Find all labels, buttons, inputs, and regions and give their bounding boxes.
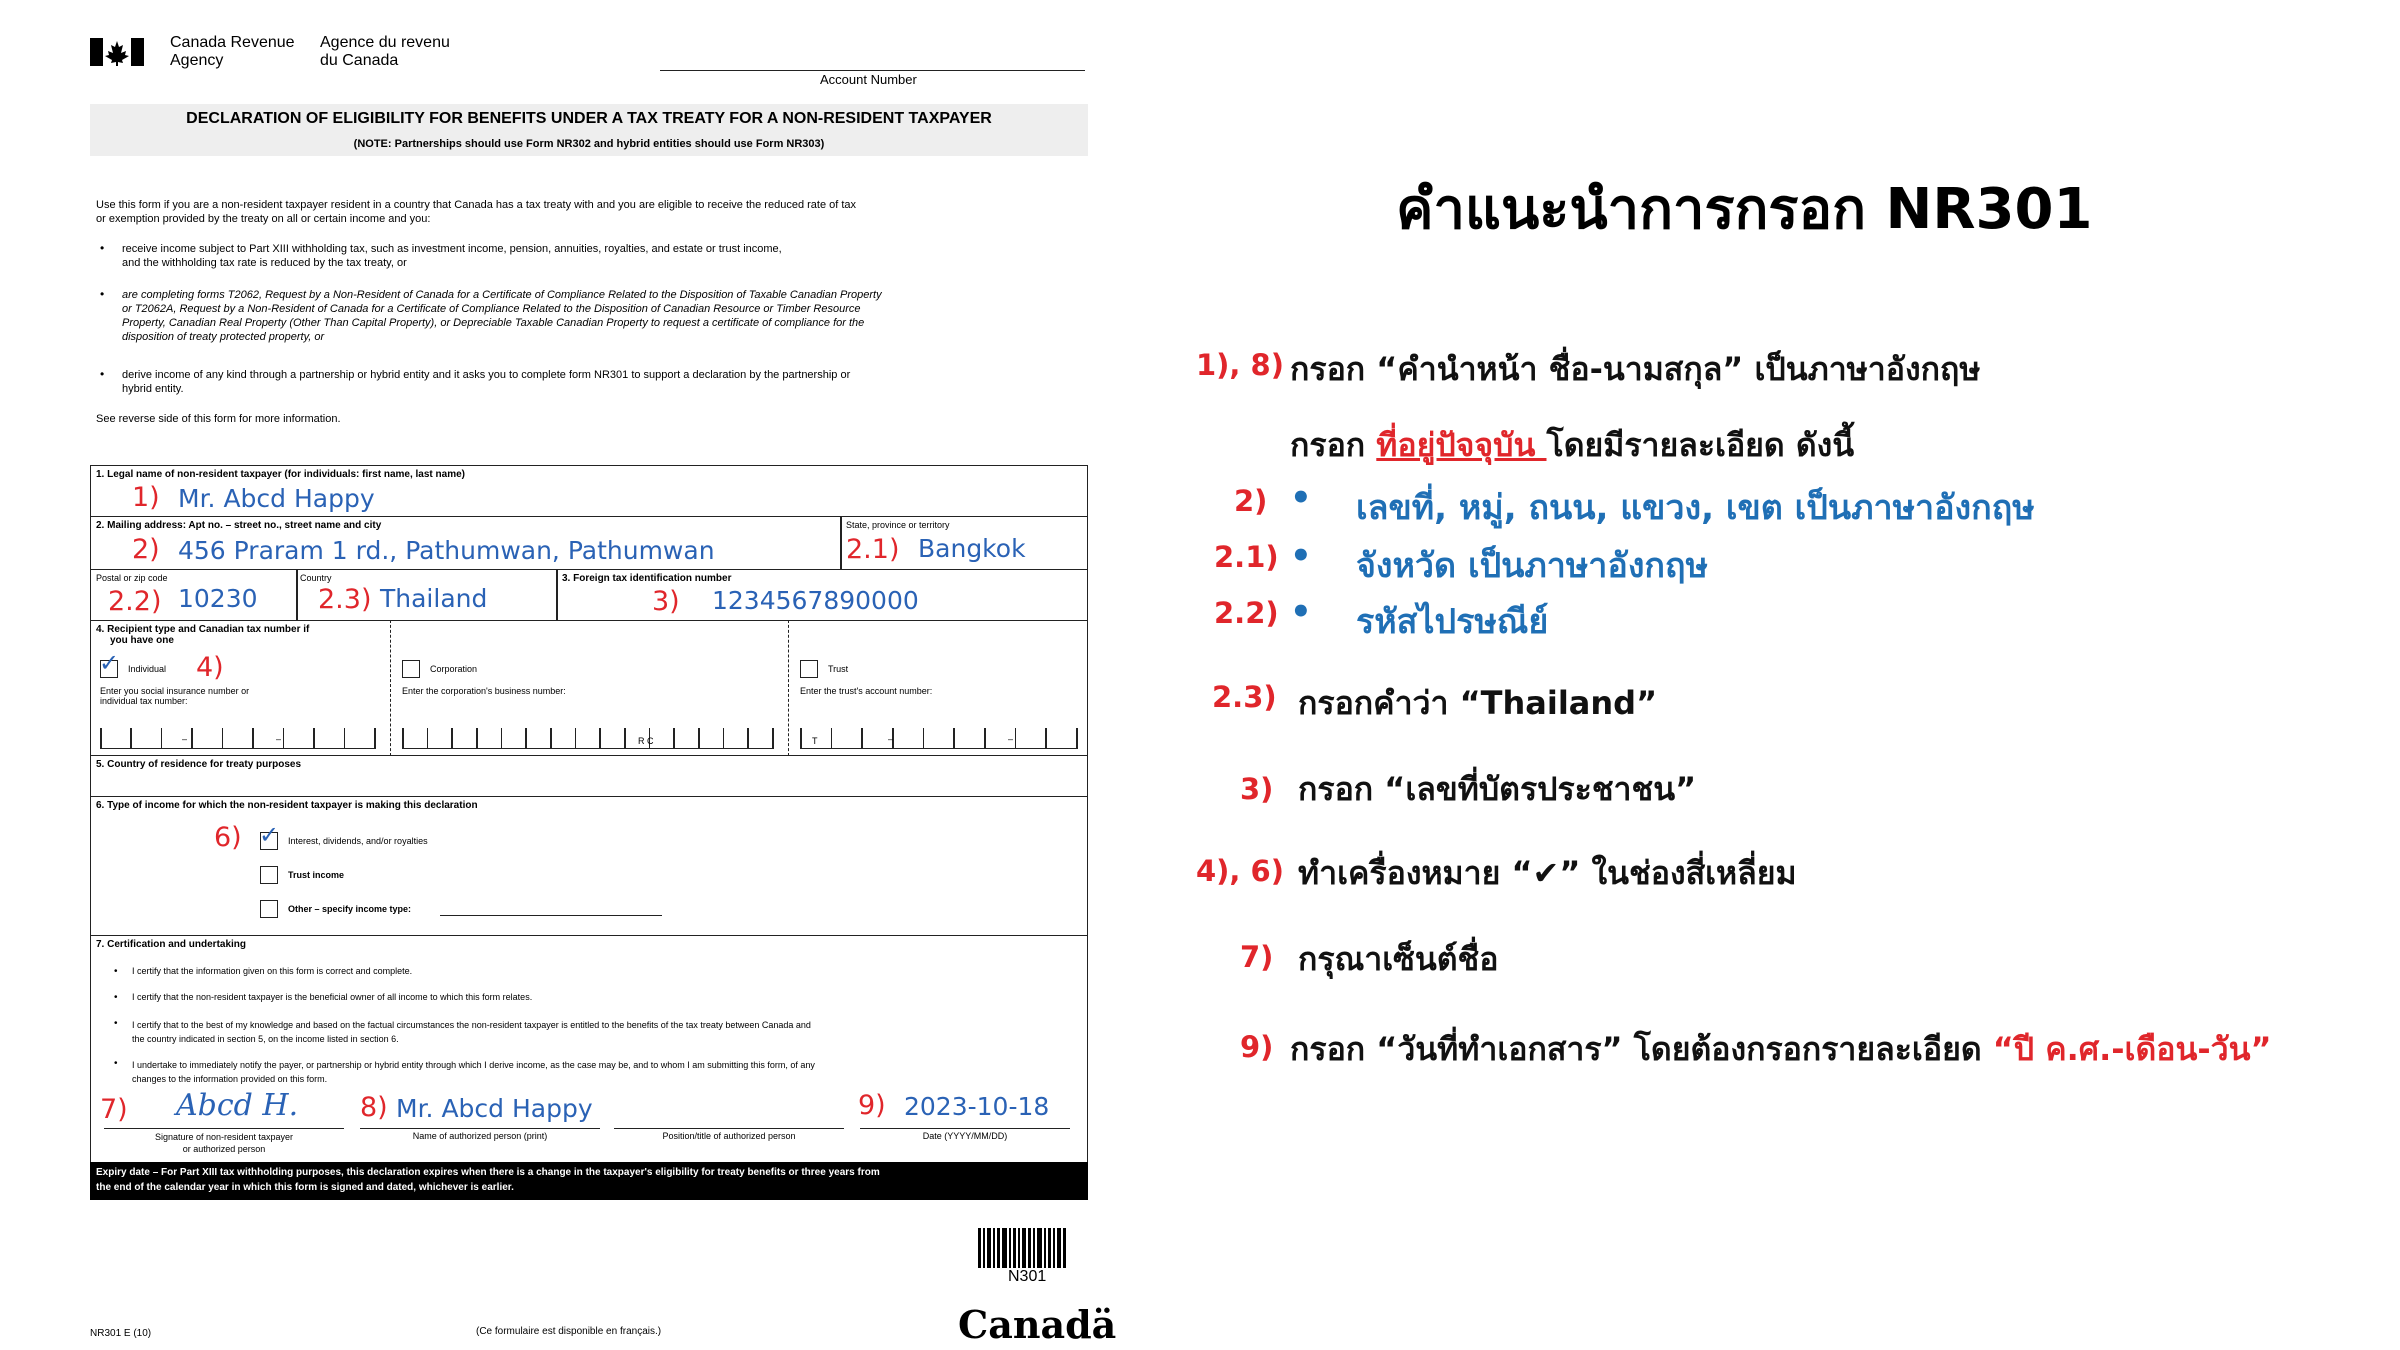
bullet: • <box>114 966 118 977</box>
bullet: • <box>100 241 105 255</box>
intro-line: derive income of any kind through a partnership or hybrid entity and it asks you to complete form NR301 to support a declaration by the partnership or <box>122 369 851 381</box>
intro-line: hybrid entity. <box>122 383 184 395</box>
barcode-bar <box>1048 1228 1051 1268</box>
guide-step-address <box>1290 420 1854 471</box>
barcode-bar <box>983 1228 985 1268</box>
address-prefix: กรอก <box>1290 426 1377 464</box>
bullet: • <box>114 992 118 1003</box>
corporation-label: Corporation <box>430 664 478 674</box>
signature-line <box>104 1128 344 1129</box>
comb-tick <box>550 728 552 748</box>
intro-line: or exemption provided by the treaty on all or certain income and you: <box>96 213 431 225</box>
intro-line: disposition of treaty protected property, or <box>122 331 325 343</box>
comb-tick <box>476 728 478 748</box>
cert-3-line: I certify that to the best of my knowledge and based on the factual circumstances the non-resident taxpayer is entitled to the benefits of the tax treaty between Canada and <box>132 1020 811 1030</box>
comb-tick <box>313 728 315 748</box>
barcode-bar <box>1063 1228 1066 1268</box>
agency-en-line2: Agency <box>170 52 224 69</box>
individual-hint-line: Enter you social insurance number or <box>100 686 250 696</box>
date-format-emphasis: “ปี ค.ศ.-เดือน-วัน” <box>1992 1030 2272 1068</box>
barcode-bar <box>1037 1228 1042 1268</box>
step-number: 1) <box>132 482 160 513</box>
checkmark-icon: ✓ <box>259 822 280 849</box>
income-option-2: Trust income <box>288 870 345 880</box>
bullet: • <box>1290 536 1312 576</box>
comb-tick <box>344 728 346 748</box>
account-number-field[interactable] <box>660 70 1085 71</box>
guide-step-check: ทำเครื่องหมาย “✔” ในช่องสี่เหลี่ยม <box>1298 854 1797 892</box>
comb-tick <box>427 728 429 748</box>
guide-bullet-3: รหัสไปรษณีย์ <box>1356 602 1549 642</box>
comb-tick <box>130 728 132 748</box>
trust-account-field[interactable] <box>800 724 1078 749</box>
signature-label-line: Signature of non-resident taxpayer <box>154 1132 294 1142</box>
individual-hint-line: individual tax number: <box>100 696 188 706</box>
comb-tick <box>1015 728 1017 748</box>
step-number: 7) <box>100 1094 128 1125</box>
comb-tick <box>831 728 833 748</box>
sin-dash: – <box>182 734 188 744</box>
comb-tick <box>747 728 749 748</box>
guide-step-number: 2.1) <box>1214 540 1279 574</box>
signature-label-line: or authorized person <box>182 1144 266 1154</box>
intro-reverse-note: See reverse side of this form for more information. <box>96 413 341 425</box>
comb-tick <box>599 728 601 748</box>
step-number: 2) <box>132 534 160 565</box>
comb-tick <box>861 728 863 748</box>
guide-step-number: 4), 6) <box>1196 854 1284 888</box>
section-7-label: 7. Certification and undertaking <box>96 939 247 950</box>
barcode-bar <box>987 1228 991 1268</box>
guide-step-number: 2.2) <box>1214 596 1279 630</box>
row-divider <box>296 569 298 621</box>
date-instruction: กรอก “วันที่ทำเอกสาร” โดยต้องกรอกรายละเอียด <box>1290 1030 1993 1068</box>
comb-tick <box>698 728 700 748</box>
comb-tick <box>923 728 925 748</box>
barcode-bar <box>1033 1228 1035 1268</box>
step-number: 2.1) <box>846 534 900 565</box>
guide-step-number: 2) <box>1234 484 1268 518</box>
comb-tick <box>451 728 453 748</box>
row-divider <box>556 569 558 621</box>
mailing-address-field[interactable]: 456 Praram 1 rd., Pathumwan, Pathumwan <box>178 536 715 565</box>
section-4-label <box>96 624 309 646</box>
cert-1: I certify that the information given on this form is correct and complete. <box>132 966 413 976</box>
sin-entry-field[interactable] <box>100 724 376 749</box>
name-line <box>360 1128 600 1129</box>
intro-line: and the withholding tax rate is reduced by the tax treaty, or <box>122 257 407 269</box>
section-4-divider <box>390 620 393 756</box>
section-1-label: 1. Legal name of non-resident taxpayer (for individuals: first name, last name) <box>96 469 465 480</box>
form-note: (NOTE: Partnerships should use Form NR302 and hybrid entities should use Form NR303) <box>353 138 825 150</box>
intro-line: Use this form if you are a non-resident taxpayer resident in a country that Canada has a tax treaty with and you are eligible to receive the reduced rate of tax <box>96 199 857 211</box>
french-note: (Ce formulaire est disponible en français.) <box>476 1326 662 1337</box>
comb-tick <box>800 728 802 748</box>
intro-line: are completing forms T2062, Request by a Non-Resident of Canada for a Certificate of Compliance Related to the Disposition of Taxable Canadian Property <box>122 289 882 301</box>
comb-tick <box>1076 728 1078 748</box>
comb-tick <box>723 728 725 748</box>
bullet: • <box>114 1058 118 1069</box>
postal-label: Postal or zip code <box>96 573 168 583</box>
other-income-field[interactable] <box>440 915 662 916</box>
barcode-bar <box>1057 1228 1061 1268</box>
section-5-label: 5. Country of residence for treaty purposes <box>96 759 302 770</box>
state-field[interactable]: Bangkok <box>918 534 1026 563</box>
comb-tick <box>1045 728 1047 748</box>
date-label: Date (YYYY/MM/DD) <box>922 1131 1008 1141</box>
trust-dash: – <box>1008 734 1014 744</box>
comb-tick <box>402 728 404 748</box>
comb-tick <box>191 728 193 748</box>
expiry-line: the end of the calendar year in which this form is signed and dated, whichever is earlier. <box>96 1182 514 1193</box>
barcode-bar <box>1044 1228 1046 1268</box>
comb-tick <box>673 728 675 748</box>
section-3-label: 3. Foreign tax identification number <box>562 573 732 584</box>
section-2-divider <box>840 516 842 570</box>
bullet: • <box>114 1018 118 1029</box>
cert-2: I certify that the non-resident taxpayer is the beneficial owner of all income to which this form relates. <box>132 992 533 1002</box>
guide-step-number: 3) <box>1240 772 1274 806</box>
step-number: 9) <box>858 1090 886 1121</box>
nr301-form <box>0 0 1117 1350</box>
comb-tick <box>624 728 626 748</box>
barcode-bar <box>1013 1228 1016 1268</box>
expiry-line: Expiry date – For Part XIII tax withholding purposes, this declaration expires when there is a change in the taxpayer's eligibility for treaty benefits or three years from <box>96 1167 880 1178</box>
comb-tick <box>222 728 224 748</box>
trust-dash: – <box>888 734 894 744</box>
guide-step-id: กรอก “เลขที่บัตรประชาชน” <box>1298 770 1697 808</box>
barcode-bar <box>1002 1228 1007 1268</box>
date-field[interactable]: 2023-10-18 <box>904 1092 1050 1121</box>
trust-letter: T <box>812 736 818 746</box>
canada-wordmark: Canadä <box>958 1302 1117 1347</box>
comb-tick <box>772 728 774 748</box>
barcode-bar <box>978 1228 981 1268</box>
barcode-bar <box>1028 1228 1031 1268</box>
intro-line: receive income subject to Part XIII withholding tax, such as investment income, pension, annuities, royalties, and estate or trust income, <box>122 243 782 255</box>
agency-name-fr <box>320 34 450 70</box>
trust-income-checkbox[interactable] <box>260 866 278 884</box>
agency-fr-line1: Agence du revenu <box>320 34 450 51</box>
form-title: DECLARATION OF ELIGIBILITY FOR BENEFITS UNDER A TAX TREATY FOR A NON-RESIDENT TAXPAYER <box>186 110 992 127</box>
barcode-label: N301 <box>1008 1268 1047 1285</box>
trust-hint: Enter the trust's account number: <box>800 686 933 696</box>
section-4-divider <box>788 620 791 756</box>
intro-bullet-2 <box>122 288 882 344</box>
cert-4-line: I undertake to immediately notify the payer, or partnership or hybrid entity through which I derive income, as the case may be, and to whom I am submitting this form, of any <box>132 1060 815 1070</box>
guide-step-date <box>1290 1024 2272 1075</box>
barcode-bar <box>1053 1228 1055 1268</box>
comb-tick <box>953 728 955 748</box>
date-line <box>860 1128 1070 1129</box>
business-number-field[interactable] <box>402 724 774 749</box>
comb-tick <box>501 728 503 748</box>
step-number: 2.2) <box>108 586 162 617</box>
step-number: 3) <box>652 586 680 617</box>
income-option-3: Other – specify income type: <box>288 904 412 914</box>
account-number-label: Account Number <box>820 72 917 87</box>
signature-label <box>104 1131 344 1155</box>
foreign-tax-id-field[interactable]: 1234567890000 <box>712 586 919 615</box>
intro-bullet-1 <box>122 242 782 270</box>
guide-bullet-2: จังหวัด เป็นภาษาอังกฤษ <box>1356 546 1709 586</box>
individual-label: Individual <box>128 664 167 674</box>
intro-line: or T2062A, Request by a Non-Resident of Canada for a Certificate of Compliance Related to the Disposition of Canadian Resource or Timber Resource <box>122 303 861 315</box>
comb-tick <box>525 728 527 748</box>
comb-tick <box>575 728 577 748</box>
authorized-name-field[interactable]: Mr. Abcd Happy <box>396 1094 593 1123</box>
guide-step-country: กรอกคำว่า “Thailand” <box>1298 684 1658 722</box>
checkmark-icon: ✓ <box>99 650 120 677</box>
address-suffix: โดยมีรายละเอียด ดังนี้ <box>1546 426 1855 464</box>
agency-fr-line2: du Canada <box>320 52 399 69</box>
corporation-hint: Enter the corporation's business number: <box>402 686 566 696</box>
canada-flag-icon <box>90 38 144 66</box>
agency-en-line1: Canada Revenue <box>170 34 295 51</box>
guide-step-number: 7) <box>1240 940 1274 974</box>
guide-step-number: 1), 8) <box>1196 348 1284 382</box>
trust-checkbox[interactable] <box>800 660 818 678</box>
individual-hint <box>100 686 249 706</box>
guide-title: คำแนะนำการกรอก NR301 <box>1396 177 2093 242</box>
position-line[interactable] <box>614 1128 844 1129</box>
expiry-band <box>90 1162 1088 1200</box>
barcode-bar <box>1018 1228 1020 1268</box>
cert-4 <box>132 1058 815 1086</box>
intro-line: Property, Canadian Real Property (Other Than Capital Property), or Depreciable Taxable Canadian Property to request a certificate of compliance for the <box>122 317 865 329</box>
name-label: Name of authorized person (print) <box>412 1131 548 1141</box>
barcode <box>978 1228 1082 1268</box>
cert-4-line: changes to the information provided on this form. <box>132 1074 328 1084</box>
barcode-bar <box>1022 1228 1026 1268</box>
comb-tick <box>374 728 376 748</box>
intro-text <box>96 198 1086 226</box>
bullet: • <box>100 287 105 301</box>
step-number: 2.3) <box>318 584 372 615</box>
comb-tick <box>984 728 986 748</box>
step-number: 4) <box>196 652 224 683</box>
step-number: 6) <box>214 822 242 853</box>
section-4-label-line: 4. Recipient type and Canadian tax number if <box>96 624 310 635</box>
guide-bullet-1: เลขที่, หมู่, ถนน, แขวง, เขต เป็นภาษาอังกฤษ <box>1356 488 2035 528</box>
comb-tick <box>283 728 285 748</box>
comb-tick <box>100 728 102 748</box>
trust-label: Trust <box>828 664 849 674</box>
current-address-emphasis: ที่อยู่ปัจจุบัน <box>1376 426 1547 464</box>
rc-letters: R C <box>638 736 654 746</box>
step-number: 8) <box>360 1092 388 1123</box>
section-2-label: 2. Mailing address: Apt no. – street no., street name and city <box>96 520 382 531</box>
agency-name-en <box>170 34 295 70</box>
barcode-bar <box>993 1228 995 1268</box>
country-field[interactable]: Thailand <box>380 584 488 613</box>
comb-tick <box>252 728 254 748</box>
section-6-label: 6. Type of income for which the non-resident taxpayer is making this declaration <box>96 800 478 811</box>
bullet: • <box>100 367 105 381</box>
guide-step-number: 2.3) <box>1212 680 1277 714</box>
form-code: NR301 E (10) <box>90 1328 152 1339</box>
bullet: • <box>1290 478 1312 518</box>
intro-bullet-3 <box>122 368 850 396</box>
cert-3 <box>132 1018 811 1046</box>
legal-name-field[interactable]: Mr. Abcd Happy <box>178 484 375 513</box>
section-4-label-line: you have one <box>110 635 174 646</box>
barcode-bar <box>1009 1228 1011 1268</box>
position-label: Position/title of authorized person <box>662 1131 796 1141</box>
barcode-bar <box>997 1228 1000 1268</box>
corporation-checkbox[interactable] <box>402 660 420 678</box>
other-income-checkbox[interactable] <box>260 900 278 918</box>
guide-step-1: กรอก “คำนำหน้า ชื่อ-นามสกุล” เป็นภาษาอังกฤษ <box>1290 350 1981 388</box>
income-option-1: Interest, dividends, and/or royalties <box>288 836 428 846</box>
comb-tick <box>161 728 163 748</box>
postal-code-field[interactable]: 10230 <box>178 584 258 613</box>
bullet: • <box>1290 592 1312 632</box>
state-label: State, province or territory <box>846 520 950 530</box>
sin-dash: – <box>276 734 282 744</box>
guide-step-sign: กรุณาเซ็นต์ชื่อ <box>1298 940 1499 978</box>
guide-step-number: 9) <box>1240 1030 1274 1064</box>
signature-field[interactable]: Abcd H. <box>176 1088 299 1123</box>
country-label: Country <box>300 573 332 583</box>
cert-3-line: the country indicated in section 5, on the income listed in section 6. <box>132 1034 399 1044</box>
